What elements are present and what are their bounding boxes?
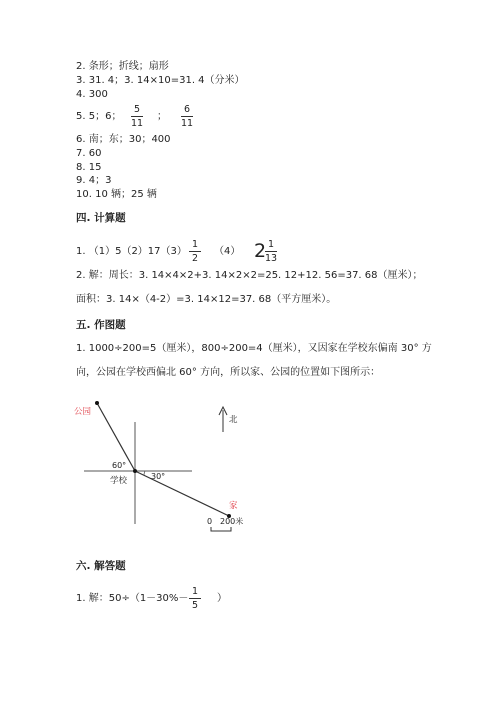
answer-6: 6. 南；东；30；400 [76, 134, 171, 145]
drawing-line-1: 1. 1000÷200=5（厘米），800÷200=4（厘米），又因家在学校东偏南 30° 方 [76, 343, 432, 354]
calc-1-part4: （4） [214, 246, 241, 257]
school-home-line [135, 471, 229, 516]
mixed-number-whole: 2 [254, 240, 267, 262]
school-label: 学校 [110, 476, 128, 486]
calc-2-line-1: 2. 解：周长：3. 14×4×2+3. 14×2×2=25. 12+12. 56=37. 68（厘米）； [76, 270, 423, 281]
park-label: 公园 [74, 407, 92, 417]
answer-3: 3. 31. 4；3. 14×10=31. 4（分米） [76, 75, 245, 86]
fraction-denominator: 2 [191, 253, 199, 264]
scale-bar [211, 527, 231, 531]
solve-1-fraction [188, 586, 202, 611]
answer-2: 2. 条形；折线；扇形 [76, 61, 169, 72]
fraction-bar [189, 598, 201, 599]
answer-9: 9. 4；3 [76, 175, 112, 186]
fraction-numerator: 5 [133, 104, 141, 115]
answer-4: 4. 300 [76, 89, 108, 100]
answer-7: 7. 60 [76, 148, 102, 159]
park-point [95, 401, 99, 405]
solve-1-suffix: ） [217, 593, 227, 604]
answer-8: 8. 15 [76, 162, 102, 173]
fraction-denominator: 13 [264, 253, 278, 264]
section-4-title: 四. 计算题 [76, 212, 126, 224]
fraction-numerator: 1 [191, 239, 199, 250]
scale-zero-label: 0 [207, 517, 213, 526]
answer-5-prefix: 5. 5；6； [76, 111, 122, 122]
angle-30-label: 30° [151, 472, 166, 481]
answer-10: 10. 10 辆；25 辆 [76, 189, 157, 200]
angle-60-label: 60° [112, 461, 127, 470]
fraction-denominator: 5 [191, 600, 199, 611]
fraction-numerator: 1 [267, 239, 275, 250]
angle-30-arc [144, 471, 145, 475]
section-6-title: 六. 解答题 [76, 560, 126, 572]
solve-1-prefix: 1. 解：50÷（1－30%－ [76, 593, 189, 604]
home-label: 家 [229, 501, 238, 511]
scale-distance-label: 200米 [220, 517, 244, 526]
north-label: 北 [229, 415, 238, 425]
fraction-numerator: 6 [183, 104, 191, 115]
fraction-numerator: 1 [191, 586, 199, 597]
calc-1-prefix: 1. （1）5（2）17（3） [76, 246, 187, 257]
answer-5-separator: ； [157, 111, 167, 122]
fraction-denominator: 11 [130, 118, 144, 129]
school-point [133, 469, 137, 473]
drawing-line-2: 向，公园在学校西偏北 60° 方向，所以家、公园的位置如下图所示： [76, 367, 381, 378]
section-5-title: 五. 作图题 [76, 319, 126, 331]
calc-2-line-2: 面积：3. 14×（4-2）=3. 14×12=37. 68（平方厘米）。 [76, 294, 337, 305]
fraction-denominator: 11 [180, 118, 194, 129]
